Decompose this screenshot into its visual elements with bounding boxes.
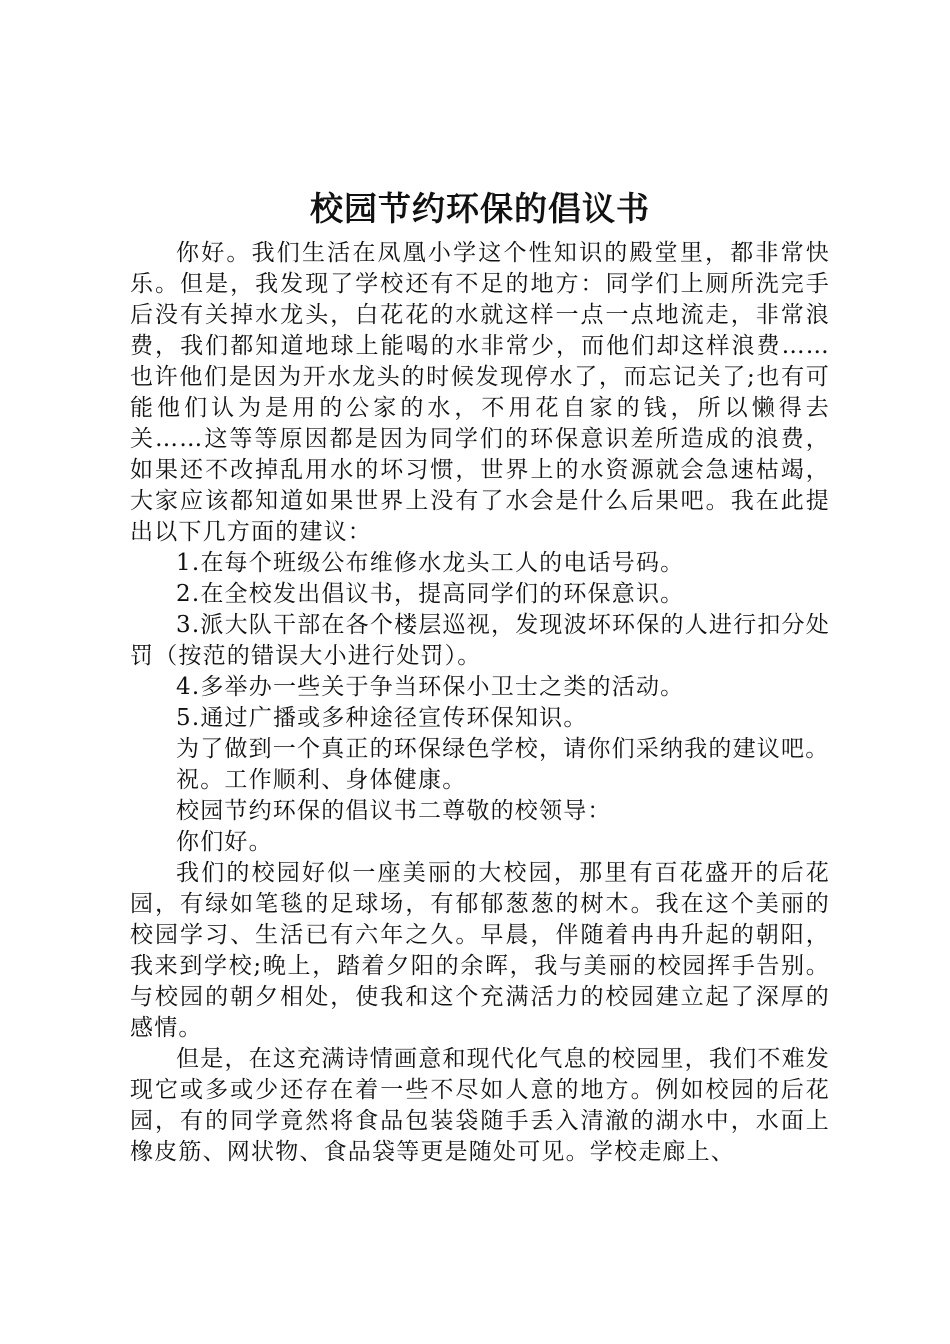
paragraph-campus: 我们的校园好似一座美丽的大校园，那里有百花盛开的后花园，有绿如笔毯的足球场，有郁郁葱葱的树木。我在这个美丽的校园学习、生活已有六年之久。早晨，伴随着冉冉升起的朝阳，我来到学校;晚上，踏着夕阳的余晖，我与美丽的校园挥手告别。与校园的朝夕相处，使我和这个充满活力的校园建立起了深厚的感情。 [130, 860, 830, 1041]
document-title: 校园节约环保的倡议书 [310, 189, 650, 228]
paragraph-intro: 你好。我们生活在凤凰小学这个性知识的殿堂里，都非常快乐。但是，我发现了学校还有不足的地方：同学们上厕所洗完手后没有关掉水龙头，白花花的水就这样一点一点地流走，非常浪费，我们都知道地球上能喝的水非常少，而他们却这样浪费……也许他们是因为开水龙头的时候发现停水了，而忘记关了;也有可能他们认为是用的公家的水，不用花自家的钱，所以懒得去关……这等等原因都是因为同学们的环保意识差所造成的浪费，如果还不改掉乱用水的坏习惯，世界上的水资源就会急速枯竭，大家应该都知道如果世界上没有了水会是什么后果吧。我在此提出以下几方面的建议： [130, 240, 830, 545]
suggestion-5: 5.通过广播或多种途径宣传环保知识。 [176, 705, 588, 731]
suggestion-3: 3.派大队干部在各个楼层巡视，发现波坏环保的人进行扣分处罚（按范的错误大小进行处罚）。 [130, 612, 830, 669]
suggestion-2: 2.在全校发出倡议书，提高同学们的环保意识。 [176, 581, 685, 607]
paragraph-problems: 但是，在这充满诗情画意和现代化气息的校园里，我们不难发现它或多或少还存在着一些不尽如人意的地方。例如校园的后花园，有的同学竟然将食品包装袋随手丢入清澈的湖水中，水面上橡皮筋、网状物、食品袋等更是随处可见。学校走廊上、 [130, 1046, 830, 1165]
paragraph-closing: 祝。工作顺利、身体健康。 [176, 767, 467, 793]
suggestion-4: 4.多举办一些关于争当环保小卫士之类的活动。 [176, 674, 685, 700]
paragraph-request: 为了做到一个真正的环保绿色学校，请你们采纳我的建议吧。 [176, 736, 830, 762]
suggestion-1: 1.在每个班级公布维修水龙头工人的电话号码。 [176, 550, 685, 576]
second-letter-heading: 校园节约环保的倡议书二尊敬的校领导： [176, 798, 612, 824]
document-page [130, 182, 830, 1168]
second-letter-greeting: 你们好。 [176, 829, 273, 855]
